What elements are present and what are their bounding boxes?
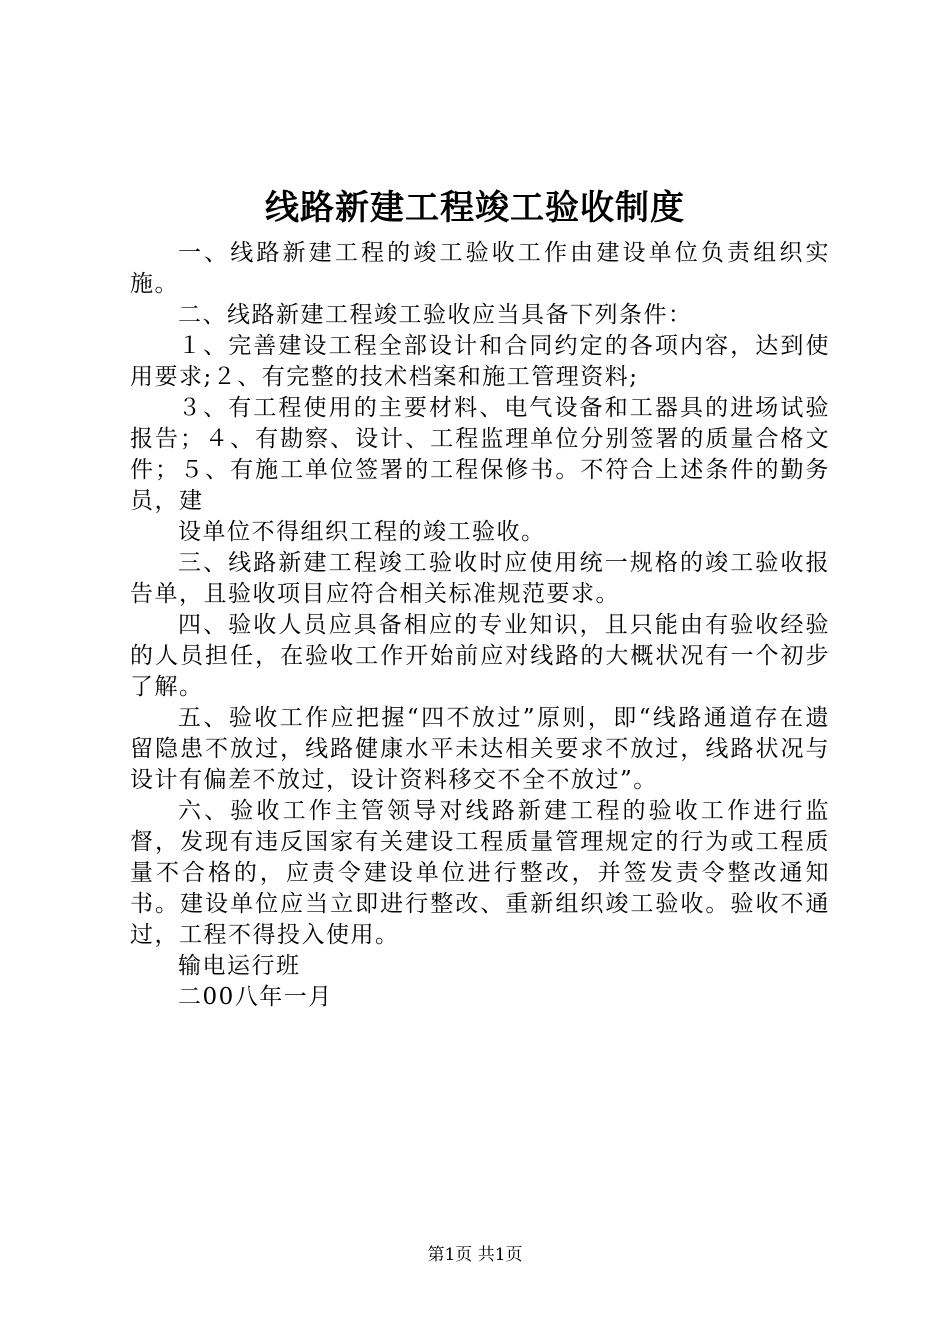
document-title: 线路新建工程竣工验收制度 [265, 188, 685, 228]
paragraph-4: ３、有工程使用的主要材料、电气设备和工器具的进场试验报告；４、有勘察、设计、工程监理单位分别签署的质量合格文件；５、有施工单位签署的工程保修书。不符合上述条件的勤务员，建 [130, 395, 830, 514]
document-body [130, 238, 830, 1013]
paragraph-1: 一、线路新建工程的竣工验收工作由建设单位负责组织实施。 [130, 240, 830, 297]
paragraph-3: １、完善建设工程全部设计和合同约定的各项内容，达到使用要求;２、有完整的技术档案和施工管理资料; [130, 333, 830, 390]
paragraph-6: 三、线路新建工程竣工验收时应使用统一规格的竣工验收报告单，且验收项目应符合相关标准规范要求。 [130, 550, 830, 607]
signature-date: 二00八年一月 [178, 984, 333, 1010]
paragraph-7: 四、验收人员应具备相应的专业知识，且只能由有验收经验的人员担任，在验收工作开始前应对线路的大概状况有一个初步了解。 [130, 612, 830, 700]
paragraph-9: 六、验收工作主管领导对线路新建工程的验收工作进行监督，发现有违反国家有关建设工程质量管理规定的行为或工程质量不合格的，应责令建设单位进行整改，并签发责令整改通知书。建设单位应当立即进行整改、重新组织竣工验收。验收不通过，工程不得投入使用。 [130, 798, 830, 948]
page-footer: 第1页 共1页 [427, 1245, 523, 1265]
signature-unit: 输电运行班 [178, 953, 301, 979]
paragraph-8: 五、验收工作应把握“四不放过”原则，即“线路通道存在遗留隐患不放过，线路健康水平未达相关要求不放过，线路状况与设计有偏差不放过，设计资料移交不全不放过”。 [130, 705, 830, 793]
paragraph-2: 二、线路新建工程竣工验收应当具备下列条件： [178, 302, 693, 328]
paragraph-5: 设单位不得组织工程的竣工验收。 [178, 519, 546, 545]
